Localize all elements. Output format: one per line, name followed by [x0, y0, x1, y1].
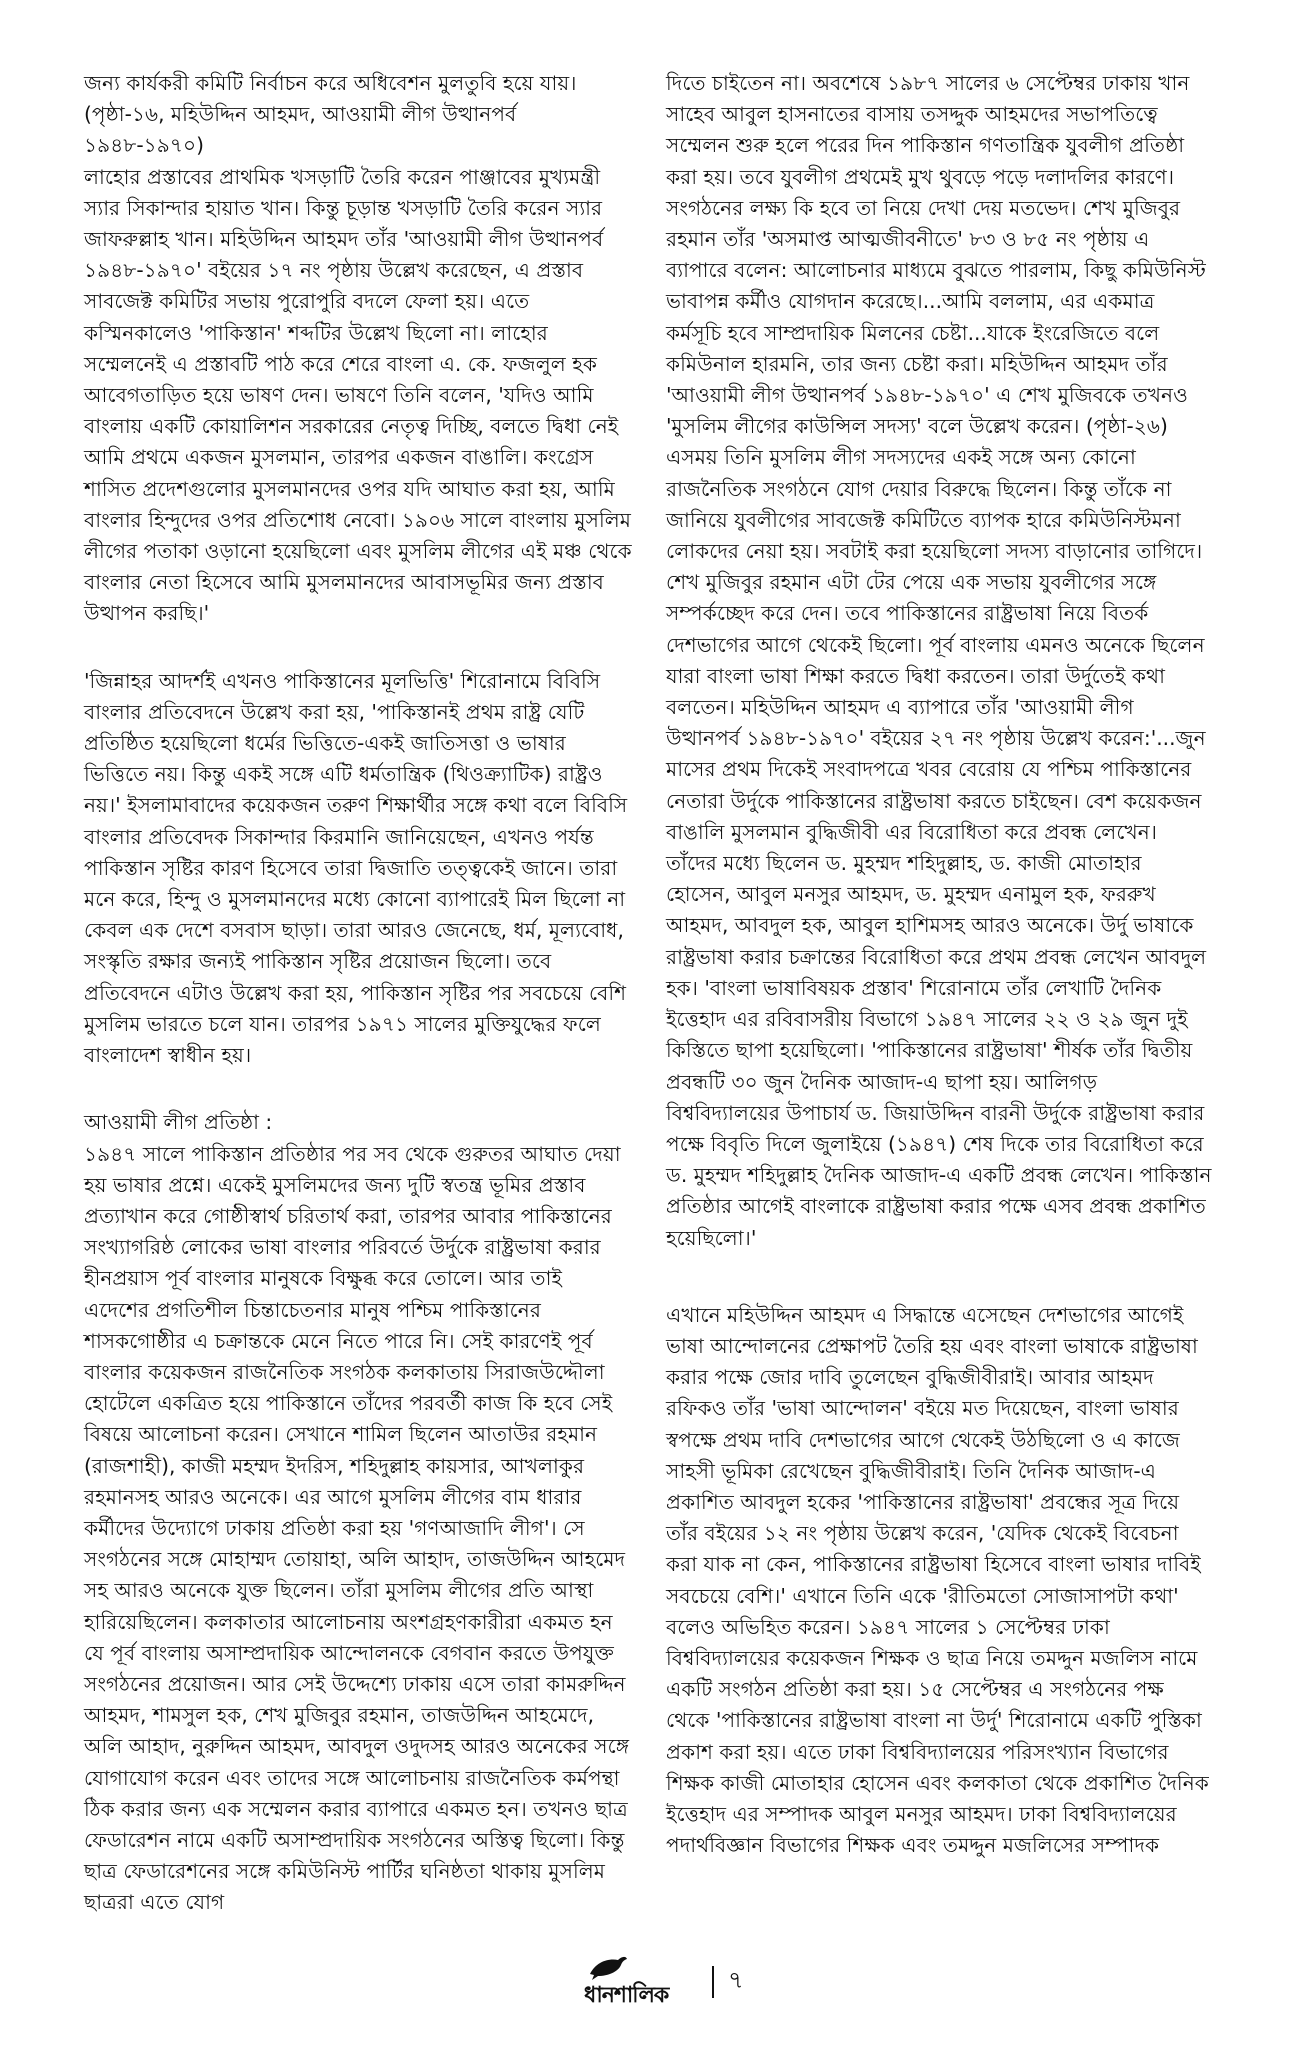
logo-text: ধানশালিক: [584, 1982, 669, 2008]
paragraph-gap: [84, 1071, 632, 1107]
paragraph: জন্য কার্যকরী কমিটি নির্বাচন করে অধিবেশন মুলতুবি হয়ে যায়। (পৃষ্ঠা-১৬, মহিউদ্দিন আহমদ, আওয়ামী লীগ উত্থানপর্ব ১৯৪৮-১৯৭০): [84, 71, 577, 158]
paragraph: দিতে চাইতেন না। অবশেষে ১৯৮৭ সালের ৬ সেপ্টেম্বর ঢাকায় খান সাহেব আবুল হাসনাতের বাসায় তসদ্দুক আহমদের সভাপতিত্বে সম্মেলন শুরু হলে পরের দিন পাকিস্তান গণতান্ত্রিক যুবলীগ প্রতিষ্ঠা করা হয়। তবে যুবলীগ প্রথমেই মুখ থুবড়ে পড়ে দলাদলির কারণে। সংগঠনের লক্ষ্য কি হবে তা নিয়ে দেখা দেয় মতভেদ। শেখ মুজিবুর রহমান তাঁর 'অসমাপ্ত আত্মজীবনীতে' ৮৩ ও ৮৫ নং পৃষ্ঠায় এ ব্যাপারে বলেন: আলোচনার মাধ্যমে বুঝতে পারলাম, কিছু কমিউনিস্ট ভাবাপন্ন কর্মীও যোগদান করেছে।...আমি বললাম, এর একমাত্র কর্মসূচি হবে সাম্প্রদায়িক মিলনের চেষ্টা...যাকে ইংরেজিতে বলে কমিউনাল হারমনি, তার জন্য চেষ্টা করা। মহিউদ্দিন আহমদ তাঁর 'আওয়ামী লীগ উত্থানপর্ব ১৯৪৮-১৯৭০' এ শেখ মুজিবকে তখনও 'মুসলিম লীগের কাউন্সিল সদস্য' বলে উল্লেখ করেন। (পৃষ্ঠা-২৬) এসময় তিনি মুসলিম লীগ সদস্যদের একই সঙ্গে অন্য কোনো রাজনৈতিক সংগঠনে যোগ দেয়ার বিরুদ্ধে ছিলেন। কিন্তু তাঁকে না জানিয়ে যুবলীগের সাবজেক্ট কমিটিতে ব্যাপক হারে কমিউনিস্টমনা লোকদের নেয়া হয়। সবটাই করা হয়েছিলো সদস্য বাড়ানোর তাগিদে। শেখ মুজিবুর রহমান এটা টের পেয়ে এক সভায় যুবলীগের সঙ্গে সম্পর্কচ্ছেদ করে দেন। তবে পাকিস্তানের রাষ্ট্রভাষা নিয়ে বিতর্ক দেশভাগের আগে থেকেই ছিলো। পূর্ব বাংলায় এমনও অনেকে ছিলেন যারা বাংলা ভাষা শিক্ষা করতে দ্বিধা করতেন। তারা উর্দুতেই কথা বলতেন। মহিউদ্দিন আহমদ এ ব্যাপারে তাঁর 'আওয়ামী লীগ উত্থানপর্ব ১৯৪৮-১৯৭০' বইয়ের ২৭ নং পৃষ্ঠায় উল্লেখ করেন:'...জুন মাসের প্রথম দিকেই সংবাদপত্রে খবর বেরোয় যে পশ্চিম পাকিস্তানের নেতারা উর্দুকে পাকিস্তানের রাষ্ট্রভাষা করতে চাইছেন। বেশ কয়েকজন বাঙালি মুসলমান বুদ্ধিজীবী এর বিরোধিতা করে প্রবন্ধ লেখেন। তাঁদের মধ্যে ছিলেন ড. মুহম্মদ শহিদুল্লাহ, ড. কাজী মোতাহার হোসেন, আবুল মনসুর আহমদ, ড. মুহম্মদ এনামুল হক, ফররুখ আহমদ, আবদুল হক, আবুল হাশিমসহ আরও অনেকে। উর্দু ভাষাকে রাষ্ট্রভাষা করার চক্রান্তের বিরোধিতা করে প্রথম প্রবন্ধ লেখেন আবদুল হক। 'বাংলা ভাষাবিষয়ক প্রস্তাব' শিরোনামে তাঁর লেখাটি দৈনিক ইত্তেহাদ এর রবিবাসরীয় বিভাগে ১৯৪৭ সালের ২২ ও ২৯ জুন দুই কিস্তিতে ছাপা হয়েছিলো। 'পাকিস্তানের রাষ্ট্রভাষা' শীর্ষক তাঁর দ্বিতীয় প্রবন্ধটি ৩০ জুন দৈনিক আজাদ-এ ছাপা হয়। আলিগড় বিশ্ববিদ্যালয়ের উপাচার্য ড. জিয়াউদ্দিন বারনী উর্দুকে রাষ্ট্রভাষা করার পক্ষে বিবৃতি দিলে জুলাইয়ে (১৯৪৭) শেষ দিকে তার বিরোধিতা করে ড. মুহম্মদ শহিদুল্লাহ দৈনিক আজাদ-এ একটি প্রবন্ধ লেখেন। পাকিস্তান প্রতিষ্ঠার আগেই বাংলাকে রাষ্ট্রভাষা করার পক্ষে এসব প্রবন্ধ প্রকাশিত হয়েছিলো।': [666, 71, 1212, 1250]
left-column: [84, 68, 632, 1919]
section-heading: আওয়ামী লীগ প্রতিষ্ঠা :: [84, 1110, 273, 1135]
paragraph-gap: [84, 630, 632, 666]
page-number: ৭: [728, 1966, 744, 1994]
paragraph: লাহোর প্রস্তাবের প্রাথমিক খসড়াটি তৈরি করেন পাঞ্জাবের মুখ্যমন্ত্রী স্যার সিকান্দার হায়াত খান। কিন্তু চূড়ান্ত খসড়াটি তৈরি করেন স্যার জাফরুল্লাহ খান। মহিউদ্দিন আহমদ তাঁর 'আওয়ামী লীগ উত্থানপর্ব ১৯৪৮-১৯৭০' বইয়ের ১৭ নং পৃষ্ঠায় উল্লেখ করেছেন, এ প্রস্তাব সাবজেক্ট কমিটির সভায় পুরোপুরি বদলে ফেলা হয়। এতে কস্মিনকালেও 'পাকিস্তান' শব্দটির উল্লেখ ছিলো না। লাহোর সম্মেলনেই এ প্রস্তাবটি পাঠ করে শেরে বাংলা এ. কে. ফজলুল হক আবেগতাড়িত হয়ে ভাষণ দেন। ভাষণে তিনি বলেন, 'যদিও আমি বাংলায় একটি কোয়ালিশন সরকারের নেতৃত্ব দিচ্ছি, বলতে দ্বিধা নেই আমি প্রথমে একজন মুসলমান, তারপর একজন বাঙালি। কংগ্রেস শাসিত প্রদেশগুলোর মুসলমানদের ওপর যদি আঘাত করা হয়, আমি বাংলার হিন্দুদের ওপর প্রতিশোধ নেবো। ১৯০৬ সালে বাংলায় মুসলিম লীগের পতাকা ওড়ানো হয়েছিলো এবং মুসলিম লীগের এই মঞ্চ থেকে বাংলার নেতা হিসেবে আমি মুসলমানদের আবাসভূমির জন্য প্রস্তাব উত্থাপন করছি।': [84, 164, 632, 626]
paragraph: ১৯৪৭ সালে পাকিস্তান প্রতিষ্ঠার পর সব থেকে গুরুতর আঘাত দেয়া হয় ভাষার প্রশ্নে। একেই মুসলিমদের জন্য দুটি স্বতন্ত্র ভূমির প্রস্তাব প্রত্যাখান করে গোষ্ঠীস্বার্থ চরিতার্থ করা, তারপর আবার পাকিস্তানের সংখ্যাগরিষ্ঠ লোকের ভাষা বাংলার পরিবর্তে উর্দুকে রাষ্ট্রভাষা করার হীনপ্রয়াস পূর্ব বাংলার মানুষকে বিক্ষুব্ধ করে তোলে। আর তাই এদেশের প্রগতিশীল চিন্তাচেতনার মানুষ পশ্চিম পাকিস্তানের শাসকগোষ্ঠীর এ চক্রান্তকে মেনে নিতে পারে নি। সেই কারণেই পূর্ব বাংলার কয়েকজন রাজনৈতিক সংগঠক কলকাতায় সিরাজউদ্দৌলা হোটেলে একত্রিত হয়ে পাকিস্তানে তাঁদের পরবর্তী কাজ কি হবে সেই বিষয়ে আলোচনা করেন। সেখানে শামিল ছিলেন আতাউর রহমান (রাজশাহী), কাজী মহম্মদ ইদরিস, শহিদুল্লাহ কায়সার, আখলাকুর রহমানসহ আরও অনেকে। এর আগে মুসলিম লীগের বাম ধারার কর্মীদের উদ্যোগে ঢাকায় প্রতিষ্ঠা করা হয় 'গণআজাদি লীগ'। সে সংগঠনের সঙ্গে মোহাম্মদ তোয়াহা, অলি আহাদ, তাজউদ্দিন আহমেদ সহ আরও অনেকে যুক্ত ছিলেন। তাঁরা মুসলিম লীগের প্রতি আস্থা হারিয়েছিলেন। কলকাতার আলোচনায় অংশগ্রহণকারীরা একমত হন যে পূর্ব বাংলায় অসাম্প্রদায়িক আন্দোলনকে বেগবান করতে উপযুক্ত সংগঠনের প্রয়োজন। আর সেই উদ্দেশ্যে ঢাকায় এসে তারা কামরুদ্দিন আহমদ, শামসুল হক, শেখ মুজিবুর রহমান, তাজউদ্দিন আহমেদে, অলি আহাদ, নুরুদ্দিন আহমদ, আবদুল ওদুদসহ আরও অনেকের সঙ্গে যোগাযোগ করেন এবং তাদের সঙ্গে আলোচনায় রাজনৈতিক কর্মপন্থা ঠিক করার জন্য এক সম্মেলন করার ব্যাপারে একমত হন। তখনও ছাত্র ফেডারেশন নামে একটি অসাম্প্রদায়িক সংগঠনের অস্তিত্ব ছিলো। কিন্তু ছাত্র ফেডারেশনের সঙ্গে কমিউনিস্ট পার্টির ঘনিষ্ঠতা থাকায় মুসলিম ছাত্ররা এতে যোগ: [84, 1141, 630, 1915]
paragraph: এখানে মহিউদ্দিন আহমদ এ সিদ্ধান্তে এসেছেন দেশভাগের আগেই ভাষা আন্দোলনের প্রেক্ষাপট তৈরি হয় এবং বাংলা ভাষাকে রাষ্ট্রভাষা করার পক্ষে জোর দাবি তুলেছেন বুদ্ধিজীবীরাই। আবার আহমদ রফিকও তাঁর 'ভাষা আন্দোলন' বইয়ে মত দিয়েছেন, বাংলা ভাষার স্বপক্ষে প্রথম দাবি দেশভাগের আগে থেকেই উঠছিলো ও এ কাজে সাহসী ভূমিকা রেখেছেন বুদ্ধিজীবীরাই। তিনি দৈনিক আজাদ-এ প্রকাশিত আবদুল হকের 'পাকিস্তানের রাষ্ট্রভাষা' প্রবন্ধের সূত্র দিয়ে তাঁর বইয়ের ১২ নং পৃষ্ঠায় উল্লেখ করেন, 'যেদিক থেকেই বিবেচনা করা যাক না কেন, পাকিস্তানের রাষ্ট্রভাষা হিসেবে বাংলা ভাষার দাবিই সবচেয়ে বেশি।' এখানে তিনি একে 'রীতিমতো সোজাসাপটা কথা' বলেও অভিহিত করেন। ১৯৪৭ সালের ১ সেপ্টেম্বর ঢাকা বিশ্ববিদ্যালয়ের কয়েকজন শিক্ষক ও ছাত্র নিয়ে তমদ্দুন মজলিস নামে একটি সংগঠন প্রতিষ্ঠা করা হয়। ১৫ সেপ্টেম্বর এ সংগঠনের পক্ষ থেকে 'পাকিস্তানের রাষ্ট্রভাষা বাংলা না উর্দু' শিরোনামে একটি পুস্তিকা প্রকাশ করা হয়। এতে ঢাকা বিশ্ববিদ্যালয়ের পরিসংখ্যান বিভাগের শিক্ষক কাজী মোতাহার হোসেন এবং কলকাতা থেকে প্রকাশিত দৈনিক ইত্তেহাদ এর সম্পাদক আবুল মনসুর আহমদ। ঢাকা বিশ্ববিদ্যালয়ের পদার্থবিজ্ঞান বিভাগের শিক্ষক এবং তমদ্দুন মজলিসের সম্পাদক: [666, 1302, 1209, 1858]
right-column: [666, 68, 1212, 1861]
paragraph-gap: [666, 1254, 1212, 1300]
paragraph: 'জিন্নাহর আদর্শই এখনও পাকিস্তানের মূলভিত্তি' শিরোনামে বিবিসি বাংলার প্রতিবেদনে উল্লেখ করা হয়, 'পাকিস্তানই প্রথম রাষ্ট্র যেটি প্রতিষ্ঠিত হয়েছিলো ধর্মের ভিত্তিতে-একই জাতিসত্তা ও ভাষার ভিত্তিতে নয়। কিন্তু একই সঙ্গে এটি ধর্মতান্ত্রিক (থিওক্র্যাটিক) রাষ্ট্রও নয়।' ইসলামাবাদের কয়েকজন তরুণ শিক্ষার্থীর সঙ্গে কথা বলে বিবিসি বাংলার প্রতিবেদক সিকান্দার কিরমানি জানিয়েছেন, এখনও পর্যন্ত পাকিস্তান সৃষ্টির কারণ হিসেবে তারা দ্বিজাতি তত্ত্বকেই জানে। তারা মনে করে, হিন্দু ও মুসলমানদের মধ্যে কোনো ব্যাপারেই মিল ছিলো না কেবল এক দেশে বসবাস ছাড়া। তারা আরও জেনেছে, ধর্ম, মূল্যবোধ, সংস্কৃতি রক্ষার জন্যই পাকিস্তান সৃষ্টির প্রয়োজন ছিলো। তবে প্রতিবেদনে এটাও উল্লেখ করা হয়, পাকিস্তান সৃষ্টির পর সবচেয়ে বেশি মুসলিম ভারতে চলে যান। তারপর ১৯৭১ সালের মুক্তিযুদ্ধের ফলে বাংলাদেশ স্বাধীন হয়।: [84, 668, 628, 1068]
footer-divider: [712, 1966, 714, 1998]
page-footer: [0, 1952, 1292, 2012]
magazine-logo: [584, 1952, 704, 2008]
